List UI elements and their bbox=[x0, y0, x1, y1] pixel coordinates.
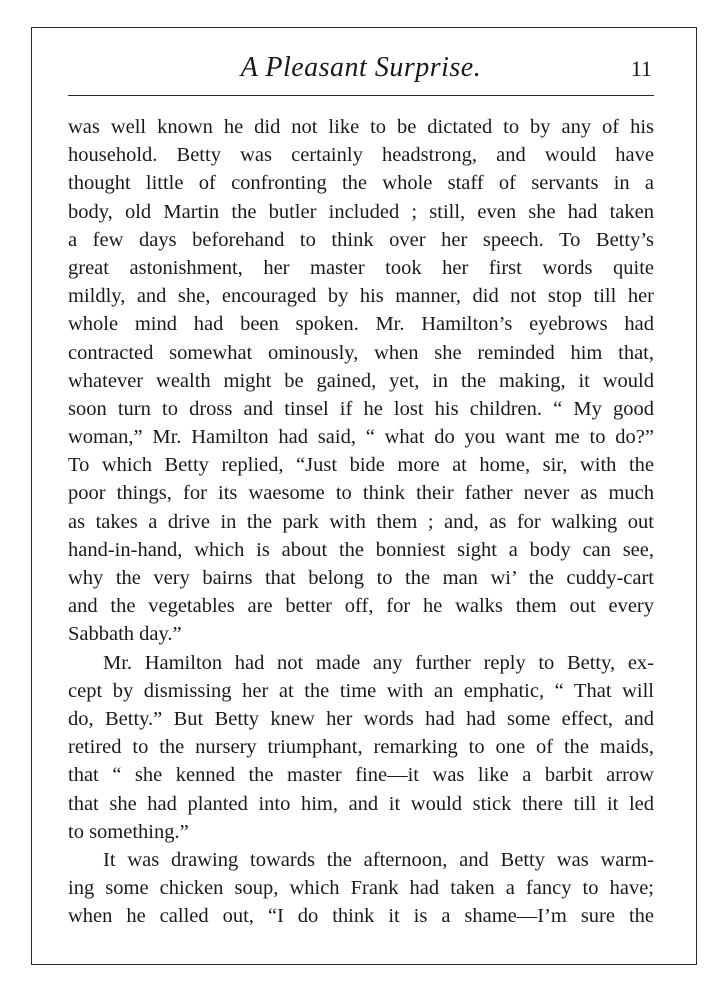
paragraph-1 bbox=[68, 113, 654, 649]
page-header bbox=[68, 48, 654, 92]
text-line: a few days beforehand to think over her speech. To Betty’s bbox=[68, 228, 654, 251]
text-line: body, old Martin the butler included ; still, even she had taken bbox=[68, 200, 654, 223]
text-line: contracted somewhat ominously, when she reminded him that, bbox=[68, 341, 654, 364]
text-line: retired to the nursery triumphant, remarking to one of the maids, bbox=[68, 736, 654, 759]
text-line: that she had planted into him, and it would stick there till it led bbox=[68, 792, 654, 815]
running-title: A Pleasant Surprise. bbox=[240, 52, 482, 83]
text-line: soon turn to dross and tinsel if he lost his children. “ My good bbox=[68, 397, 654, 420]
text-line: woman,” Mr. Hamilton had said, “ what do you want me to do?” bbox=[68, 426, 654, 449]
paragraph-2 bbox=[68, 649, 654, 846]
header-rule bbox=[68, 95, 654, 96]
text-line: mildly, and she, encouraged by his manner, did not stop till her bbox=[68, 285, 654, 308]
text-line: that “ she kenned the master fine—it was like a barbit arrow bbox=[68, 764, 654, 787]
text-line: Mr. Hamilton had not made any further reply to Betty, ex- bbox=[103, 651, 654, 674]
text-line: hand-in-hand, which is about the bonniest sight a body can see, bbox=[68, 538, 654, 561]
text-line: why the very bairns that belong to the man wi’ the cuddy-cart bbox=[68, 567, 654, 589]
text-line: poor things, for its waesome to think their father never as much bbox=[68, 482, 654, 505]
text-line: household. Betty was certainly headstrong, and would have bbox=[68, 144, 654, 167]
text-line: ing some chicken soup, which Frank had taken a fancy to have; bbox=[68, 877, 654, 900]
text-line: whatever wealth might be gained, yet, in the making, it would bbox=[68, 369, 654, 392]
page-number: 11 bbox=[630, 56, 652, 81]
text-line: It was drawing towards the afternoon, and Betty was warm- bbox=[103, 848, 654, 871]
text-line: when he called out, “I do think it is a shame—I’m sure the bbox=[68, 905, 654, 928]
text-line: To which Betty replied, “Just bide more at home, sir, with the bbox=[68, 454, 654, 477]
paragraph-3 bbox=[68, 846, 654, 931]
text-line: whole mind had been spoken. Mr. Hamilton’s eyebrows had bbox=[68, 313, 654, 336]
text-line: and the vegetables are better off, for he walks them out every bbox=[68, 595, 654, 618]
body-text bbox=[68, 113, 654, 930]
text-line: cept by dismissing her at the time with an emphatic, “ That will bbox=[68, 679, 654, 702]
text-line: great astonishment, her master took her first words quite bbox=[68, 256, 654, 279]
text-line: do, Betty.” But Betty knew her words had had some effect, and bbox=[68, 707, 654, 730]
text-line: was well known he did not like to be dictated to by any of his bbox=[68, 116, 654, 138]
text-line: thought little of confronting the whole staff of servants in a bbox=[68, 172, 654, 195]
text-line: as takes a drive in the park with them ; and, as for walking out bbox=[68, 510, 654, 533]
text-line: to something.” bbox=[68, 820, 189, 843]
text-line: Sabbath day.” bbox=[68, 623, 182, 646]
